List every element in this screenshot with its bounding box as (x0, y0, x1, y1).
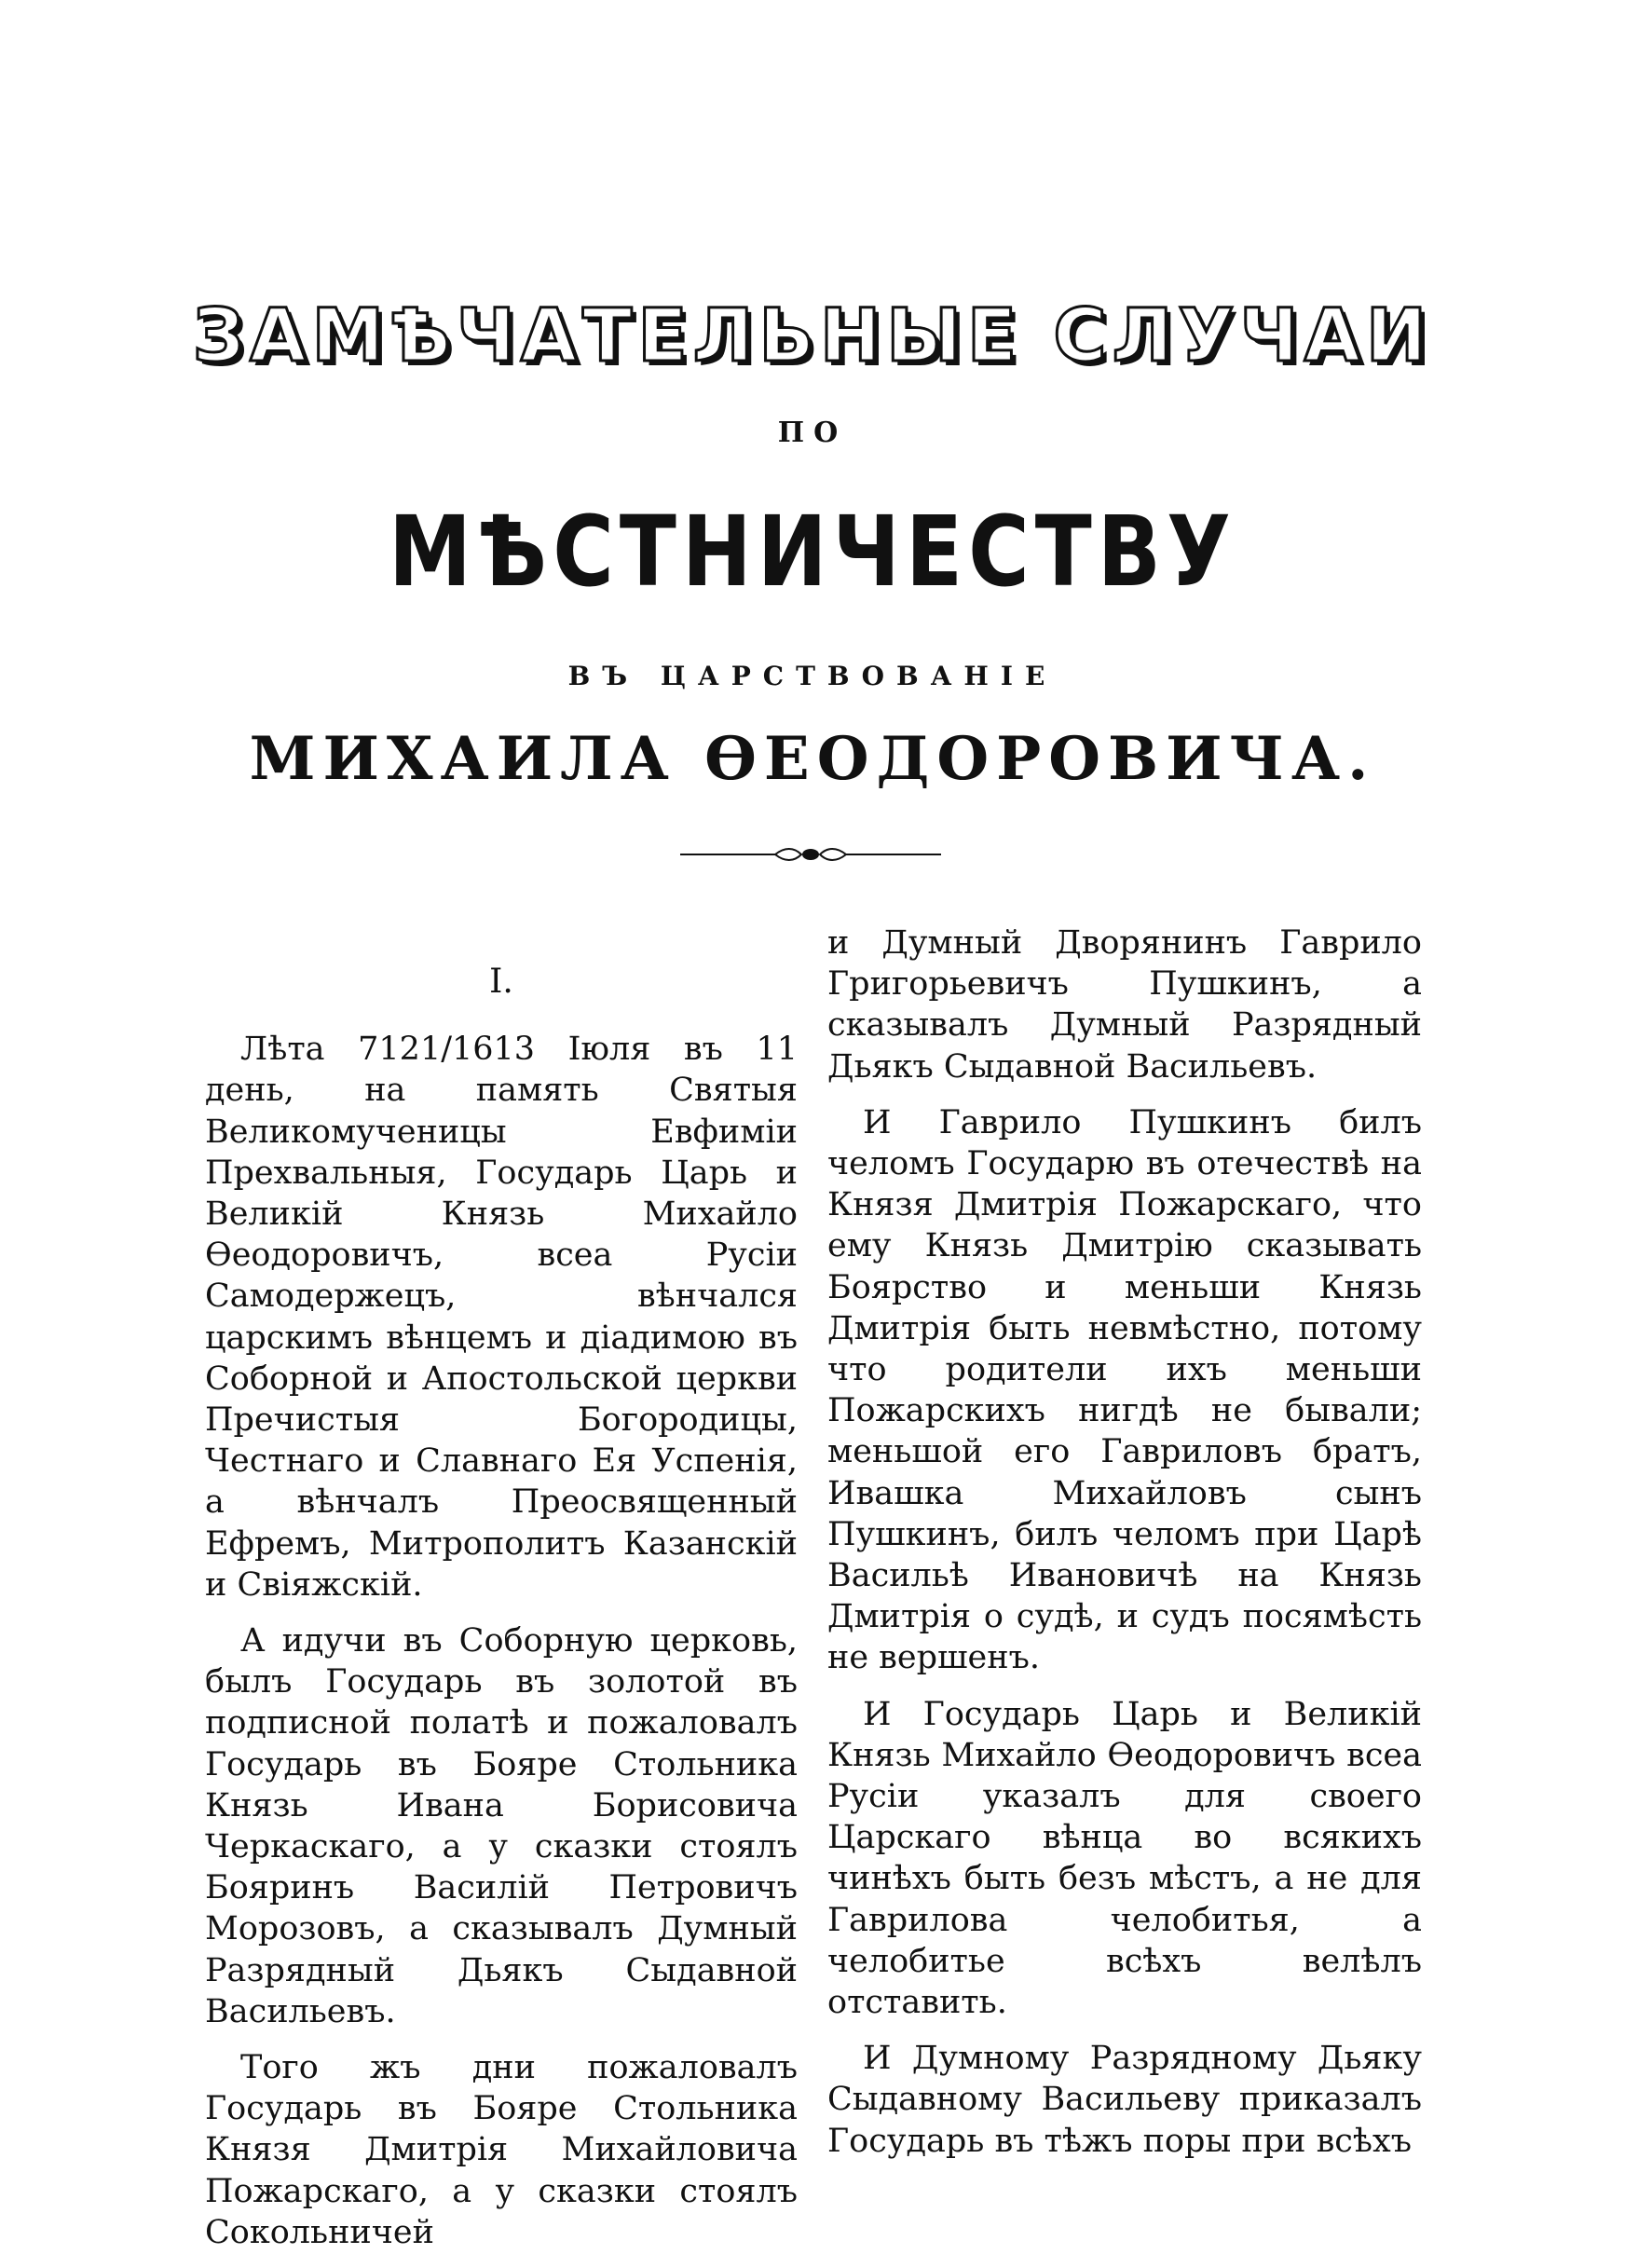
paragraph: Лѣта 7121/1613 Іюля въ 11 день, на память Святыя Великомученицы Евфиміи Прехвальныя, Государь Царь и Великій Князь Михайло Ѳеодоровичъ, всеа Русіи Самодержецъ, вѣнчался царскимъ вѣнцемъ и діадимою въ Соборной и Апостольской церкви Пречистыя Богородицы, Честнаго и Славнаго Ея Успенія, а вѣнчалъ Преосвященный Ефремъ, Митрополитъ Казанскій и Свіяжскій. (205, 1031, 798, 1604)
paragraph: Того жъ дни пожаловалъ Государь въ Бояре Стольника Князя Дмитрія Михайловича Пожарскаго, а у сказки стоялъ Сокольничей (205, 2049, 798, 2251)
main-title: ЗАМѢЧАТЕЛЬНЫЕ СЛУЧАИ (192, 294, 1433, 378)
right-column (827, 922, 1422, 2177)
title-tsar-name: МИХАИЛА ѲЕОДОРОВИЧА. (249, 724, 1376, 794)
paragraph: И Гаврило Пушкинъ билъ челомъ Государю въ отечествѣ на Князя Дмитрія Пожарскаго, что ему Князь Дмитрію сказывать Боярство и меньши Князь Дмитрія быть невмѣстно, потому что родители ихъ меньши Пожарскихъ нигдѣ не бывали; меньшой его Гавриловъ братъ, Ивашка Михайловъ сынъ Пушкинъ, билъ челомъ при Царѣ Васильѣ Ивановичѣ на Князь Дмитрія о судѣ, и судъ посямѣсть не вершенъ. (827, 1103, 1422, 1677)
title-subject: МѢСТНИЧЕСТВУ (389, 495, 1236, 608)
decorative-rule-icon (680, 843, 941, 866)
paragraph: А идучи въ Соборную церковь, былъ Государь въ золотой въ подписной полатѣ и пожаловалъ Государь въ Бояре Стольника Князь Ивана Борисовича Черкаскаго, а у сказки стоялъ Бояринъ Василій Петровичъ Морозовъ, а сказывалъ Думный Разрядный Дьякъ Сыдавной Васильевъ. (205, 1622, 798, 2030)
paragraph: И Думному Разрядному Дьяку Сыдавному Васильеву приказалъ Государь въ тѣжъ поры при всѣхъ (827, 2040, 1422, 2160)
paragraph: И Государь Царь и Великій Князь Михайло Ѳеодоровичъ всеа Русіи указалъ для своего Царскаго вѣнца во всякихъ чинѣхъ быть безъ мѣстъ, а не для Гаврилова челобитья, а челобитье всѣхъ велѣлъ отставить. (827, 1695, 1422, 2022)
left-column (205, 922, 798, 2268)
title-reign: ВЪ ЦАРСТВОВАНІЕ (567, 661, 1058, 691)
title-preposition: ПО (777, 417, 848, 449)
section-number: I. (489, 963, 513, 1001)
paragraph: и Думный Дворянинъ Гаврило Григорьевичъ Пушкинъ, а сказывалъ Думный Разрядный Дьякъ Сыдавной Васильевъ. (827, 924, 1422, 1086)
